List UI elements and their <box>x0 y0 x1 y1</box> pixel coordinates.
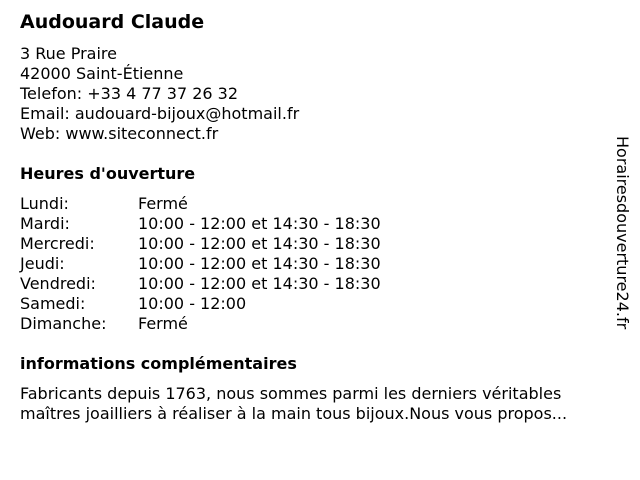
phone-line[interactable]: Telefon: +33 4 77 37 26 32 <box>20 84 239 103</box>
hours-row-samedi <box>20 294 610 314</box>
day-hours: 10:00 - 12:00 et 14:30 - 18:30 <box>138 274 381 293</box>
hours-row-lundi <box>20 194 610 214</box>
info-description <box>20 384 610 424</box>
email-line[interactable]: Email: audouard-bijoux@hotmail.fr <box>20 104 300 123</box>
hours-title: Heures d'ouverture <box>20 164 196 183</box>
day-label: Dimanche: <box>20 314 107 333</box>
contact-block <box>20 44 610 144</box>
day-hours: Fermé <box>138 314 188 333</box>
day-hours: Fermé <box>138 194 188 213</box>
day-label: Vendredi: <box>20 274 96 293</box>
hours-row-mercredi <box>20 234 610 254</box>
info-line-2: maîtres joailliers à réaliser à la main tous bijoux.Nous vous propos... <box>20 404 568 423</box>
business-card <box>20 10 610 424</box>
hours-row-vendredi <box>20 274 610 294</box>
day-label: Lundi: <box>20 194 69 213</box>
hours-row-dimanche <box>20 314 610 334</box>
business-name: Audouard Claude <box>20 11 205 33</box>
day-hours: 10:00 - 12:00 et 14:30 - 18:30 <box>138 254 381 273</box>
day-label: Samedi: <box>20 294 86 313</box>
day-label: Mardi: <box>20 214 70 233</box>
info-line-1: Fabricants depuis 1763, nous sommes parmi les derniers véritables <box>20 384 562 403</box>
day-label: Jeudi: <box>20 254 65 273</box>
hours-row-mardi <box>20 214 610 234</box>
day-hours: 10:00 - 12:00 et 14:30 - 18:30 <box>138 214 381 233</box>
watermark-text: Horairesdouverture24.fr <box>613 136 632 330</box>
address-street: 3 Rue Praire <box>20 44 117 63</box>
info-title: informations complémentaires <box>20 354 297 373</box>
day-hours: 10:00 - 12:00 <box>138 294 247 313</box>
address-city: 42000 Saint-Étienne <box>20 64 184 83</box>
day-label: Mercredi: <box>20 234 95 253</box>
day-hours: 10:00 - 12:00 et 14:30 - 18:30 <box>138 234 381 253</box>
hours-row-jeudi <box>20 254 610 274</box>
web-line[interactable]: Web: www.siteconnect.fr <box>20 124 219 143</box>
hours-table <box>20 194 610 334</box>
